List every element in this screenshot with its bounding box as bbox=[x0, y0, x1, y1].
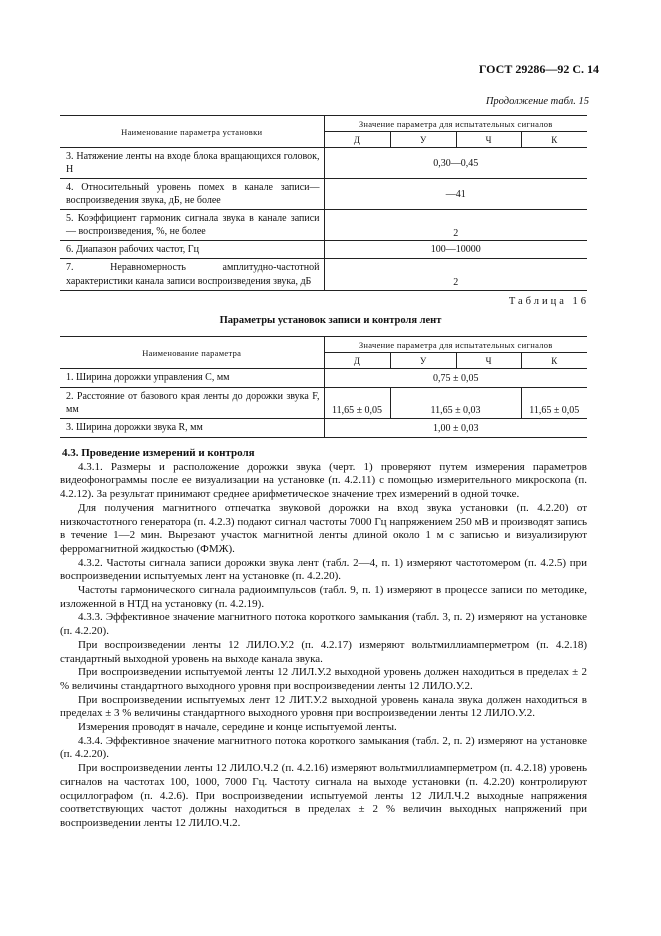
paragraph: 4.3.2. Частоты сигнала записи дорожки звука лент (табл. 2—4, п. 1) измеряют частотомером (п. 4.2.5) при воспроизведении испытуемых лент на установке (п. 4.2.20). bbox=[60, 556, 587, 583]
table-cell-value-d: 11,65 ± 0,05 bbox=[324, 388, 390, 419]
table-continuation-label: Продолжение табл. 15 bbox=[485, 96, 589, 107]
table-row: 3. Ширина дорожки звука R, мм bbox=[60, 419, 324, 438]
table15-subcol-ch: Ч bbox=[456, 132, 521, 148]
table15-values-header: Значение параметра для испытательных сигналов bbox=[324, 116, 587, 132]
table-cell-value: —41 bbox=[324, 179, 587, 210]
paragraph: Для получения магнитного отпечатка звуковой дорожки на вход звука установки (п. 4.2.20) от низкочастотного генератора (п. 4.2.3) подают сигнал частоты 7000 Гц напряжением 250 мВ и производят запись в течение 1—2 мин. Вырезают участок магнитной ленты длиной около 1 м с записью и визуализируют ферромагнитной жидкостью (ФМЖ). bbox=[60, 501, 587, 555]
table-cell-value: 0,75 ± 0,05 bbox=[324, 369, 587, 388]
paragraph: Измерения проводят в начале, середине и конце испытуемой ленты. bbox=[78, 721, 397, 734]
table-cell-value: 100—10000 bbox=[324, 241, 587, 259]
paragraph: 4.3.4. Эффективное значение магнитного потока короткого замыкания (табл. 2, п. 2) измеряют на установке (п. 4.2.20). bbox=[60, 734, 587, 761]
table-row: 5. Коэффициент гармоник сигнала звука в канале записи — воспроизведения, %, не более bbox=[60, 210, 324, 241]
paragraph: 4.3.1. Размеры и расположение дорожки звука (черт. 1) проверяют путем измерения параметров видеофонограммы после ее визуализации на установке (п. 4.2.11) с помощью измерительного микроскопа (п. 4.2.12). За результат принимают среднее арифметическое значение трех измерений в одной точке. bbox=[60, 460, 587, 501]
table-cell-value-uch: 11,65 ± 0,03 bbox=[390, 388, 521, 419]
table16-values-header: Значение параметра для испытательных сигналов bbox=[324, 337, 587, 353]
paragraph: При воспроизведении ленты 12 ЛИЛО.Ч.2 (п. 4.2.16) измеряют вольтмиллиамперметром (п. 4.2.18) уровень сигналов на частотах 100, 1000, 7000 Гц. Частоту сигнала на выходе установки (п. 4.2.20) контролируют осциллографом (п. 4.2.6). При воспроизведении испытуемой ленты 12 ЛИЛ.Ч.2 выходные напряжения соответствующих частот должны находиться в пределах ± 2 % величин выходных напряжений при воспроизведении ленты 12 ЛИЛО.Ч.2. bbox=[60, 762, 587, 829]
table-row: 2. Расстояние от базового края ленты до дорожки звука F, мм bbox=[60, 388, 324, 419]
table-cell-value: 2 bbox=[324, 210, 587, 241]
paragraph: При воспроизведении ленты 12 ЛИЛО.У.2 (п. 4.2.17) измеряют вольтмиллиамперметром (п. 4.2.18) стандартный выходной уровень на выходе канала звука. bbox=[60, 638, 587, 665]
table-row: 4. Относительный уровень помех в канале записи—воспроизведения звука, дБ, не более bbox=[60, 179, 324, 210]
table-cell-value-k: 11,65 ± 0,05 bbox=[521, 388, 587, 419]
page-header: ГОСТ 29286—92 С. 14 bbox=[478, 62, 599, 76]
table-row: 3. Натяжение ленты на входе блока вращающихся головок, Н bbox=[60, 148, 324, 179]
table16-subcol-d: Д bbox=[324, 353, 390, 369]
table-15 bbox=[60, 115, 587, 291]
table16-label: Таблица 16 bbox=[508, 296, 589, 307]
paragraph: 4.3.3. Эффективное значение магнитного потока короткого замыкания (табл. 3, п. 2) измеряют на установке (п. 4.2.20). bbox=[60, 611, 587, 638]
table15-param-header: Наименование параметра установки bbox=[60, 116, 324, 148]
section-heading: 4.3. Проведение измерений и контроля bbox=[62, 447, 255, 459]
table15-subcol-d: Д bbox=[324, 132, 390, 148]
paragraph: При воспроизведении испытуемой ленты 12 ЛИЛ.У.2 выходной уровень должен находиться в пределах ± 2 % величины стандартного выходного уровня при воспроизведении ленты 12 ЛИЛО.У.2. bbox=[60, 666, 587, 692]
table-cell-value: 1,00 ± 0,03 bbox=[324, 419, 587, 438]
table-16 bbox=[60, 336, 587, 438]
table16-title: Параметры установок записи и контроля лент bbox=[219, 315, 442, 326]
table-row: 7. Неравномерность амплитудно-частотной характеристики канала записи воспроизведения звука, дБ bbox=[60, 259, 324, 291]
table15-subcol-k: К bbox=[521, 132, 587, 148]
table16-subcol-k: К bbox=[521, 353, 587, 369]
table-row: 1. Ширина дорожки управления С, мм bbox=[60, 369, 324, 388]
body-text bbox=[60, 447, 587, 831]
table-cell-value: 0,30—0,45 bbox=[324, 148, 587, 179]
paragraph: Частоты гармонического сигнала радиоимпульсов (табл. 9, п. 1) измеряют в процессе записи по методике, изложенной в НТД на установку (п. 4.2.19). bbox=[60, 584, 587, 610]
table16-subcol-u: У bbox=[390, 353, 456, 369]
table15-subcol-u: У bbox=[390, 132, 456, 148]
table16-param-header: Наименование параметра bbox=[60, 337, 324, 369]
table-row: 6. Диапазон рабочих частот, Гц bbox=[60, 241, 324, 259]
table16-subcol-ch: Ч bbox=[456, 353, 521, 369]
table-cell-value: 2 bbox=[324, 259, 587, 291]
paragraph: При воспроизведении испытуемых лент 12 ЛИТ.У.2 выходной уровень канала звука должен находиться в пределах ± 3 % величины стандартного выходного уровня при воспроизведении ленты 12 ЛИЛО.У.2. bbox=[60, 693, 587, 720]
